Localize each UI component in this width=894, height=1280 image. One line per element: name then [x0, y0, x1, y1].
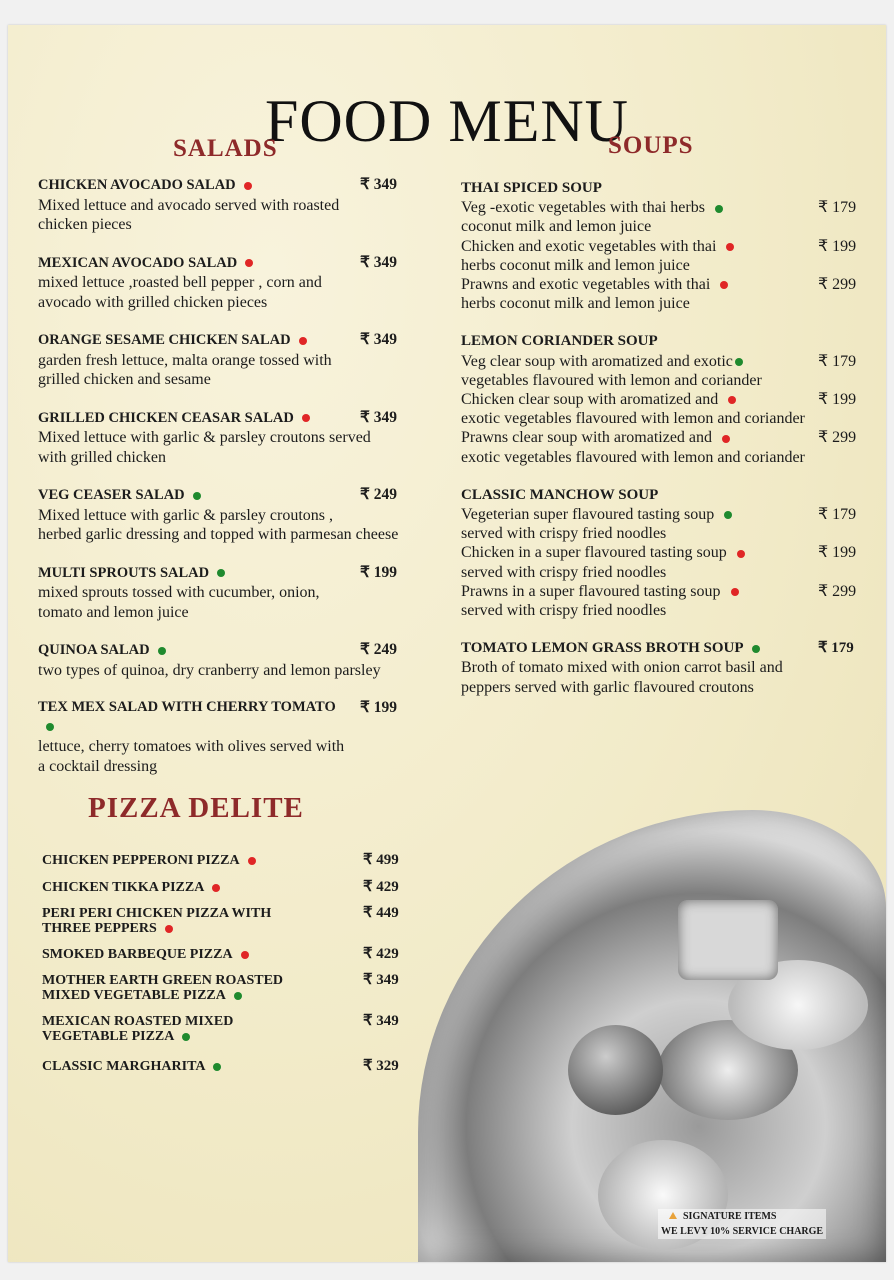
soup-variant-description: served with crispy fried noodles	[461, 602, 667, 620]
soup-name	[461, 639, 881, 658]
salad-name-text: QUINOA SALAD	[38, 642, 150, 658]
soup-variant	[461, 352, 881, 371]
soup-name-text: THAI SPICED SOUP	[461, 180, 602, 196]
salad-price: ₹ 349	[360, 331, 397, 348]
soup-variant	[461, 198, 881, 217]
soup-name	[461, 332, 881, 351]
veg-indicator-icon	[217, 569, 225, 577]
soup-variant	[461, 428, 881, 447]
salad-price: ₹ 349	[360, 408, 397, 426]
soup-variant-text: Veg clear soup with aromatized and exotic	[461, 352, 733, 370]
salad-name	[38, 486, 338, 506]
soup-variant-text: Chicken in a super flavoured tasting soup	[461, 544, 727, 562]
signature-legend: SIGNATURE ITEMS	[683, 1211, 777, 1222]
soup-group	[461, 179, 881, 313]
salad-item	[38, 253, 468, 313]
soup-variant-price: ₹ 179	[818, 506, 857, 524]
veg-indicator-icon	[182, 1033, 190, 1041]
salad-description: a cocktail dressing	[38, 757, 158, 775]
soup-variant-price: ₹ 179	[818, 352, 857, 370]
pizza-name	[42, 906, 322, 936]
pizza-name-text: PERI PERI CHICKEN PIZZA WITH THREE PEPPERS	[42, 906, 272, 936]
salad-description: lettuce, cherry tomatoes with olives served with	[38, 738, 345, 755]
soup-variant-text: Chicken and exotic vegetables with thai	[461, 237, 717, 255]
nonveg-indicator-icon	[212, 884, 220, 892]
soup-variant-price: ₹ 199	[818, 237, 857, 255]
salad-name	[38, 176, 338, 196]
soup-name	[461, 179, 881, 198]
pizza-name	[42, 1059, 322, 1074]
pizza-name-text: SMOKED BARBEQUE PIZZA	[42, 947, 233, 962]
nonveg-indicator-icon	[737, 550, 745, 558]
soup-description: Broth of tomato mixed with onion carrot basil and	[461, 659, 783, 677]
pizza-price: ₹ 349	[363, 972, 399, 988]
soup-variant-description: herbs coconut milk and lemon juice	[461, 295, 690, 313]
pizza-price: ₹ 329	[363, 1058, 399, 1074]
nonveg-indicator-icon	[241, 951, 249, 959]
menu-page	[8, 25, 886, 1262]
olive-illustration	[568, 1025, 663, 1115]
salad-price: ₹ 249	[360, 641, 397, 658]
soup-variant-text: Prawns and exotic vegetables with thai	[461, 276, 711, 294]
pizza-item	[42, 947, 422, 962]
pizza-heading: PIZZA DELITE	[88, 792, 304, 824]
soup-variant-description: exotic vegetables flavoured with lemon and coriander	[461, 410, 805, 428]
salad-name	[38, 564, 338, 584]
salad-name-text: TEX MEX SALAD WITH CHERRY TOMATO	[38, 699, 336, 715]
soup-variant-description: served with crispy fried noodles	[461, 563, 667, 581]
soup-name-text: CLASSIC MANCHOW SOUP	[461, 486, 659, 503]
soup-variant-text: Prawns clear soup with aromatized and	[461, 429, 713, 447]
soup-group	[461, 639, 881, 697]
soup-variant-price: ₹ 199	[818, 391, 857, 409]
pizza-name-text: MOTHER EARTH GREEN ROASTED MIXED VEGETABLE PIZZA	[42, 973, 284, 1003]
soup-variant-description: herbs coconut milk and lemon juice	[461, 256, 690, 274]
salad-name	[38, 409, 338, 429]
salad-name-text: CHICKEN AVOCADO SALAD	[38, 177, 236, 193]
soup-variant	[461, 582, 881, 601]
soup-variant	[461, 390, 881, 409]
soup-variant-text: Chicken clear soup with aromatized and	[461, 391, 719, 409]
soup-variant-price: ₹ 179	[818, 199, 857, 217]
nonveg-indicator-icon	[165, 925, 173, 933]
soup-variant-price: ₹ 299	[818, 429, 857, 447]
salad-description: Mixed lettuce with garlic & parsley croutons served	[38, 429, 371, 446]
pizza-item	[42, 853, 422, 868]
pizza-name	[42, 973, 322, 1003]
salad-name	[38, 331, 338, 351]
soup-price: ₹ 179	[818, 640, 854, 657]
soup-variant-text: Veg -exotic vegetables with thai herbs	[461, 199, 705, 217]
salad-name-text: ORANGE SESAME CHICKEN SALAD	[38, 332, 291, 348]
soup-variant	[461, 505, 881, 524]
salad-name-text: VEG CEASER SALAD	[38, 487, 185, 503]
soup-variant-text: Vegeterian super flavoured tasting soup	[461, 506, 715, 524]
salad-price: ₹ 199	[360, 563, 397, 581]
salad-name-text: GRILLED CHICKEN CEASAR SALAD	[38, 409, 294, 426]
soup-group	[461, 332, 881, 466]
salad-description: herbed garlic dressing and topped with parmesan cheese	[38, 526, 399, 543]
soup-group	[461, 486, 881, 620]
page-title: FOOD MENU	[264, 88, 630, 154]
pizza-name-text: MEXICAN ROASTED MIXED VEGETABLE PIZZA	[42, 1014, 234, 1044]
soup-variant	[461, 543, 881, 562]
signature-icon	[669, 1212, 677, 1219]
veg-indicator-icon	[735, 358, 743, 366]
salad-item	[38, 640, 468, 680]
nonveg-indicator-icon	[302, 414, 310, 422]
nonveg-indicator-icon	[731, 588, 739, 596]
salad-description: mixed lettuce ,roasted bell pepper , corn and	[38, 274, 322, 291]
service-charge-note: WE LEVY 10% SERVICE CHARGE	[661, 1226, 824, 1237]
veg-indicator-icon	[158, 647, 166, 655]
salad-description: grilled chicken and sesame	[38, 371, 211, 388]
soup-variant-description: served with crispy fried noodles	[461, 525, 667, 543]
veg-indicator-icon	[213, 1063, 221, 1071]
nonveg-indicator-icon	[248, 857, 256, 865]
salad-item	[38, 698, 468, 776]
salad-name-text: MULTI SPROUTS SALAD	[38, 564, 210, 581]
pizza-name-text: CLASSIC MARGHARITA	[42, 1059, 206, 1074]
pizza-price: ₹ 349	[363, 1013, 399, 1029]
salad-item	[38, 485, 468, 545]
salads-list	[38, 175, 468, 794]
soup-variant-text: Prawns in a super flavoured tasting soup	[461, 582, 721, 600]
salad-name	[38, 254, 338, 274]
pizza-price: ₹ 449	[363, 905, 399, 921]
veg-indicator-icon	[234, 992, 242, 1000]
pizza-item	[42, 880, 422, 895]
salad-description: avocado with grilled chicken pieces	[38, 293, 268, 311]
nonveg-indicator-icon	[726, 243, 734, 251]
salad-price: ₹ 199	[360, 699, 397, 716]
soup-variant-description: vegetables flavoured with lemon and coriander	[461, 371, 762, 389]
soup-variant-price: ₹ 299	[818, 582, 857, 600]
veg-indicator-icon	[752, 645, 760, 653]
salad-description: two types of quinoa, dry cranberry and lemon parsley	[38, 661, 381, 679]
soup-variant-price: ₹ 299	[818, 276, 857, 294]
veg-indicator-icon	[724, 511, 732, 519]
pizza-item	[42, 906, 422, 936]
salad-description: chicken pieces	[38, 216, 132, 233]
soup-variant-description: coconut milk and lemon juice	[461, 218, 652, 236]
pizza-name	[42, 853, 322, 868]
pizza-name-text: CHICKEN TIKKA PIZZA	[42, 880, 205, 895]
pizza-price: ₹ 429	[363, 879, 399, 895]
nonveg-indicator-icon	[244, 182, 252, 190]
salad-name	[38, 698, 338, 737]
veg-indicator-icon	[715, 205, 723, 213]
soup-variant-description: exotic vegetables flavoured with lemon and coriander	[461, 448, 805, 466]
pizza-price: ₹ 429	[363, 946, 399, 962]
salad-item	[38, 408, 468, 468]
soup-variant	[461, 237, 881, 256]
veg-indicator-icon	[46, 723, 54, 731]
pizza-name	[42, 947, 322, 962]
salad-description: Mixed lettuce with garlic & parsley croutons ,	[38, 506, 334, 524]
salad-bowl-illustration	[418, 810, 886, 1262]
nonveg-indicator-icon	[722, 435, 730, 443]
legend	[658, 1209, 826, 1239]
nonveg-indicator-icon	[299, 337, 307, 345]
salad-price: ₹ 349	[360, 176, 397, 193]
salad-description: with grilled chicken	[38, 448, 166, 466]
soup-description: peppers served with garlic flavoured croutons	[461, 678, 754, 696]
soup-variant-price: ₹ 199	[818, 544, 857, 562]
salad-item	[38, 330, 468, 390]
pizza-item	[42, 1059, 422, 1074]
salad-price: ₹ 249	[360, 486, 397, 503]
pizza-name	[42, 880, 322, 895]
salad-item	[38, 175, 468, 235]
crouton-illustration	[678, 900, 778, 980]
pizza-item	[42, 1014, 422, 1044]
soups-heading: SOUPS	[608, 132, 694, 159]
salad-description: garden fresh lettuce, malta orange tossed with	[38, 351, 332, 369]
nonveg-indicator-icon	[245, 259, 253, 267]
soup-variant	[461, 275, 881, 294]
salad-price: ₹ 349	[360, 253, 397, 271]
salad-description: mixed sprouts tossed with cucumber, onion,	[38, 584, 320, 601]
pizza-name-text: CHICKEN PEPPERONI PIZZA	[42, 853, 240, 868]
pizza-name	[42, 1014, 322, 1044]
salad-name	[38, 641, 338, 661]
soup-name-text: TOMATO LEMON GRASS BROTH SOUP	[461, 640, 744, 657]
salad-item	[38, 563, 468, 623]
salad-description: tomato and lemon juice	[38, 603, 189, 621]
veg-indicator-icon	[193, 492, 201, 500]
nonveg-indicator-icon	[728, 396, 736, 404]
salad-description: Mixed lettuce and avocado served with roasted	[38, 196, 340, 214]
pizza-item	[42, 973, 422, 1003]
soups-list	[461, 179, 881, 716]
soup-name-text: LEMON CORIANDER SOUP	[461, 333, 658, 350]
salads-heading: SALADS	[173, 135, 278, 162]
pizza-price: ₹ 499	[363, 852, 399, 868]
nonveg-indicator-icon	[720, 281, 728, 289]
soup-name	[461, 486, 881, 505]
salad-name-text: MEXICAN AVOCADO SALAD	[38, 254, 238, 271]
